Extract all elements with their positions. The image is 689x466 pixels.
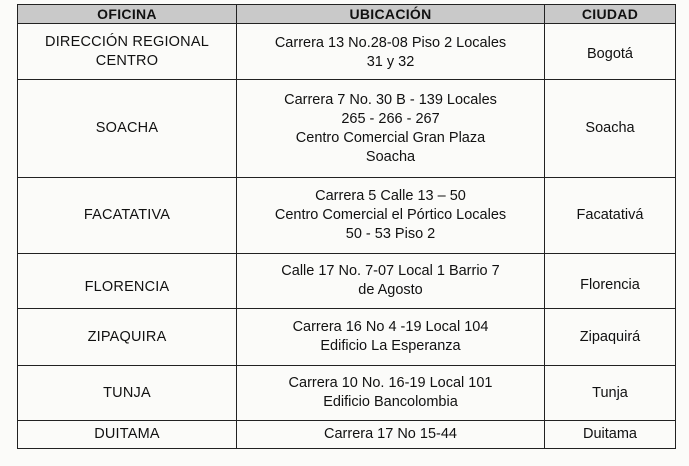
ubicacion-cell — [237, 24, 545, 80]
header-ubicacion: UBICACIÓN — [237, 5, 545, 24]
table-row — [18, 178, 676, 254]
ciudad-cell: Soacha — [545, 80, 676, 178]
ciudad-cell: Bogotá — [545, 24, 676, 80]
table-row — [18, 366, 676, 421]
table-row — [18, 80, 676, 178]
table-row — [18, 254, 676, 309]
oficina-line: DIRECCIÓN REGIONAL — [45, 33, 209, 50]
header-ciudad: CIUDAD — [545, 5, 676, 24]
ubicacion-line: Centro Comercial el Pórtico Locales — [274, 207, 507, 223]
ubicacion-line: Calle 17 No. 7-07 Local 1 Barrio 7 — [281, 263, 500, 279]
oficina-cell: FLORENCIA — [18, 254, 237, 309]
ubicacion-line: 265 - 266 - 267 — [341, 110, 440, 127]
ubicacion-line: Carrera 10 No. 16-19 Local 101 — [288, 375, 493, 391]
ubicacion-line: 31 y 32 — [366, 53, 415, 70]
ubicacion-line: Edificio La Esperanza — [320, 338, 461, 354]
ubicacion-cell — [237, 178, 545, 254]
table-row — [18, 24, 676, 80]
oficina-cell: FACATATIVA — [18, 178, 237, 254]
oficina-cell: SOACHA — [18, 80, 237, 178]
ciudad-cell: Duitama — [545, 421, 676, 449]
ubicacion-cell — [237, 80, 545, 178]
ciudad-cell: Tunja — [545, 366, 676, 421]
ubicacion-line: Carrera 5 Calle 13 – 50 — [315, 188, 466, 204]
ubicacion-line: Carrera 7 No. 30 B - 139 Locales — [284, 91, 497, 108]
ubicacion-line: Carrera 13 No.28-08 Piso 2 Locales — [274, 34, 507, 51]
ubicacion-line: Carrera 16 No 4 -19 Local 104 — [292, 319, 489, 335]
ubicacion-line: Edificio Bancolombia — [323, 394, 458, 410]
ubicacion-line: 50 - 53 Piso 2 — [345, 226, 436, 242]
ubicacion-line: Centro Comercial Gran Plaza — [295, 129, 486, 146]
header-oficina: OFICINA — [18, 5, 237, 24]
header-row — [18, 5, 676, 24]
oficina-cell: ZIPAQUIRA — [18, 309, 237, 366]
ubicacion-cell — [237, 309, 545, 366]
ubicacion-line: Carrera 17 No 15-44 — [324, 426, 457, 442]
ubicacion-line: de Agosto — [358, 282, 423, 298]
ciudad-cell: Facatativá — [545, 178, 676, 254]
oficina-cell — [18, 24, 237, 80]
ciudad-cell: Florencia — [545, 254, 676, 309]
ubicacion-cell — [237, 366, 545, 421]
oficina-cell: TUNJA — [18, 366, 237, 421]
ubicacion-cell — [237, 421, 545, 449]
ubicacion-cell — [237, 254, 545, 309]
offices-table — [17, 4, 676, 449]
oficina-cell: DUITAMA — [18, 421, 237, 449]
ubicacion-line: Soacha — [365, 148, 416, 165]
ciudad-cell: Zipaquirá — [545, 309, 676, 366]
table-row — [18, 309, 676, 366]
oficina-line: CENTRO — [95, 52, 159, 69]
table-row — [18, 421, 676, 449]
